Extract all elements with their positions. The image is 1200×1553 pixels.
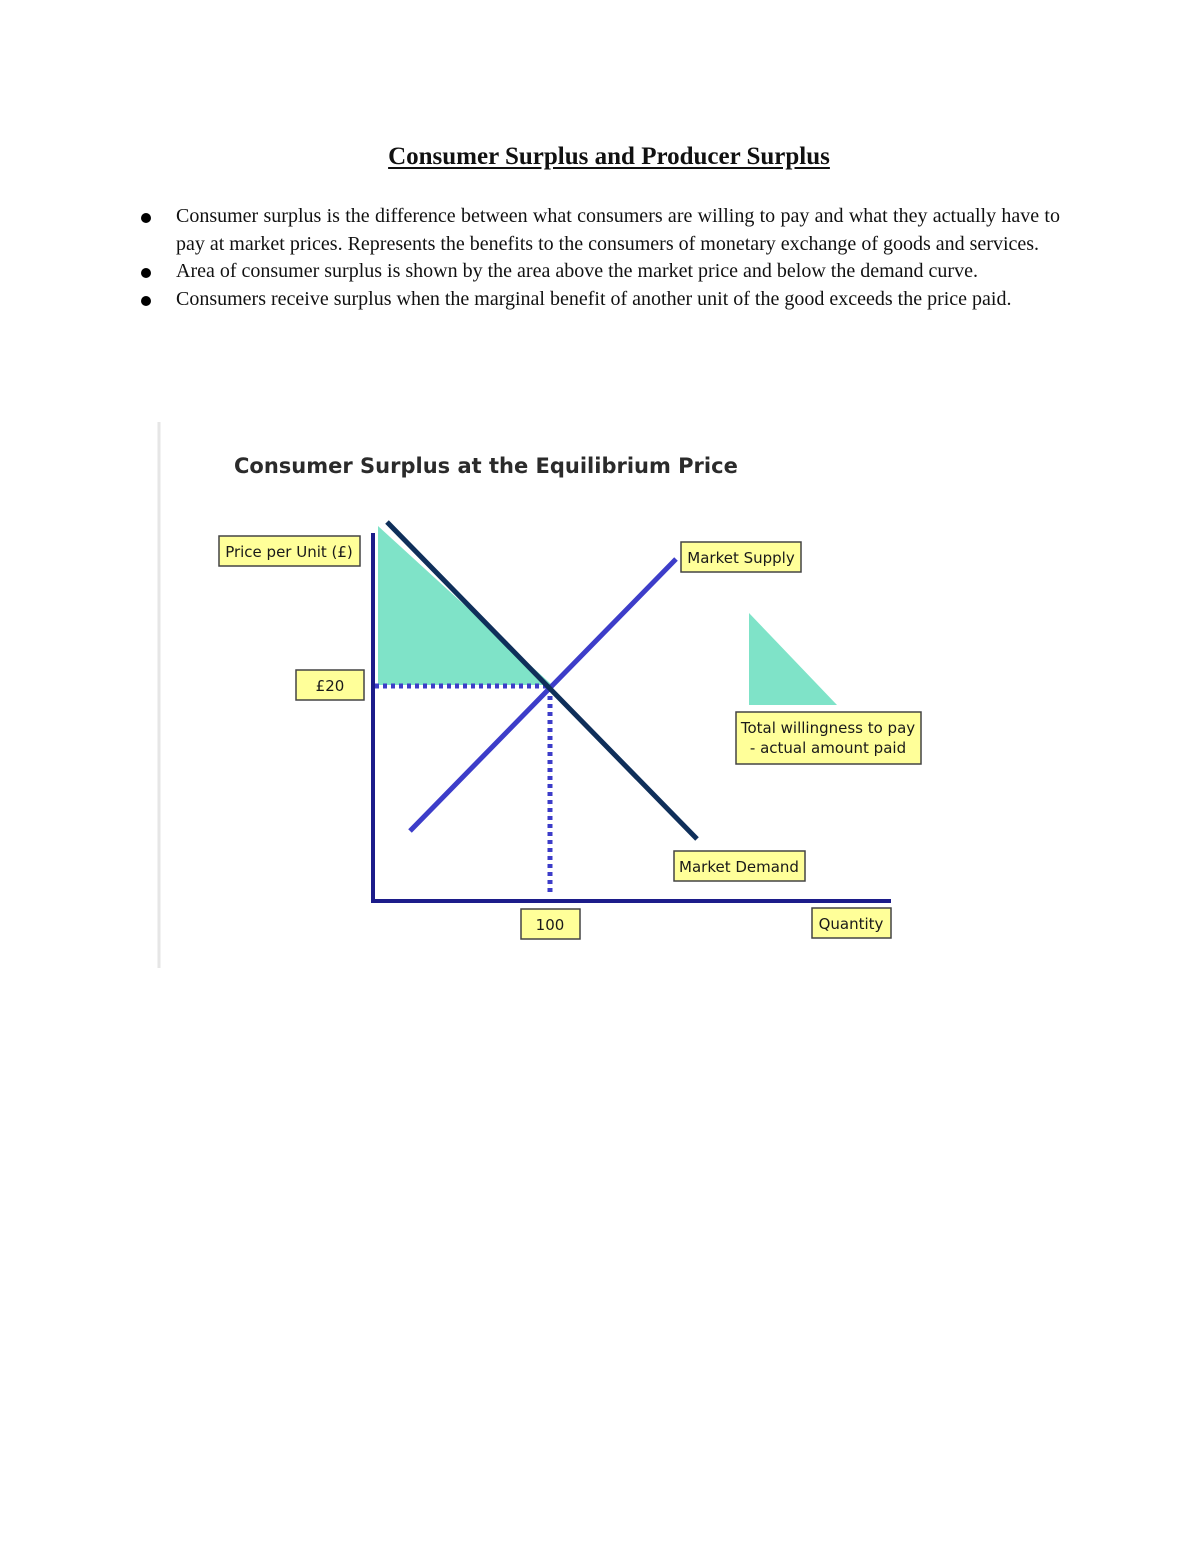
bullet-text: Consumers receive surplus when the marginal benefit of another unit of the good exceeds the price paid. — [176, 287, 1012, 310]
x-axis-label: Quantity — [818, 915, 884, 933]
bullet-text: Area of consumer surplus is shown by the area above the market price and below the demand curve. — [176, 260, 978, 282]
document-title: Consumer Surplus and Producer Surplus — [388, 143, 830, 170]
figure-title: Consumer Surplus at the Equilibrium Price — [234, 454, 738, 478]
consumer-surplus-figure — [156, 418, 956, 973]
bullet-item — [138, 203, 1060, 258]
bullet-item — [138, 258, 1060, 286]
bullet-dot-icon — [141, 213, 151, 223]
supply-label: Market Supply — [687, 549, 795, 567]
bullet-list — [138, 203, 1060, 313]
y-axis-label-box — [219, 536, 360, 566]
bullet-dot-icon — [141, 296, 151, 306]
bullet-dot-icon — [141, 268, 151, 278]
demand-label: Market Demand — [679, 858, 799, 876]
demand-label-box — [674, 851, 805, 881]
diagram-svg — [156, 418, 956, 973]
legend-triangle-icon — [749, 613, 837, 705]
bullet-item — [138, 286, 1060, 314]
legend-line-1: Total willingness to pay — [740, 719, 916, 737]
price-label: £20 — [315, 677, 345, 695]
price-label-box — [296, 670, 364, 700]
supply-label-box — [681, 542, 801, 572]
legend-line-2: - actual amount paid — [749, 739, 907, 757]
x-axis-label-box — [812, 908, 891, 938]
quantity-label: 100 — [535, 916, 565, 934]
quantity-label-box — [521, 909, 580, 939]
legend-label-box — [736, 712, 921, 764]
bullet-text: Consumer surplus is the difference between what consumers are willing to pay and what they actually have to pay at market prices. Represents the benefits to the consumers of monetary exchange of goods and services. — [176, 205, 1060, 255]
y-axis-label: Price per Unit (£) — [225, 543, 353, 561]
